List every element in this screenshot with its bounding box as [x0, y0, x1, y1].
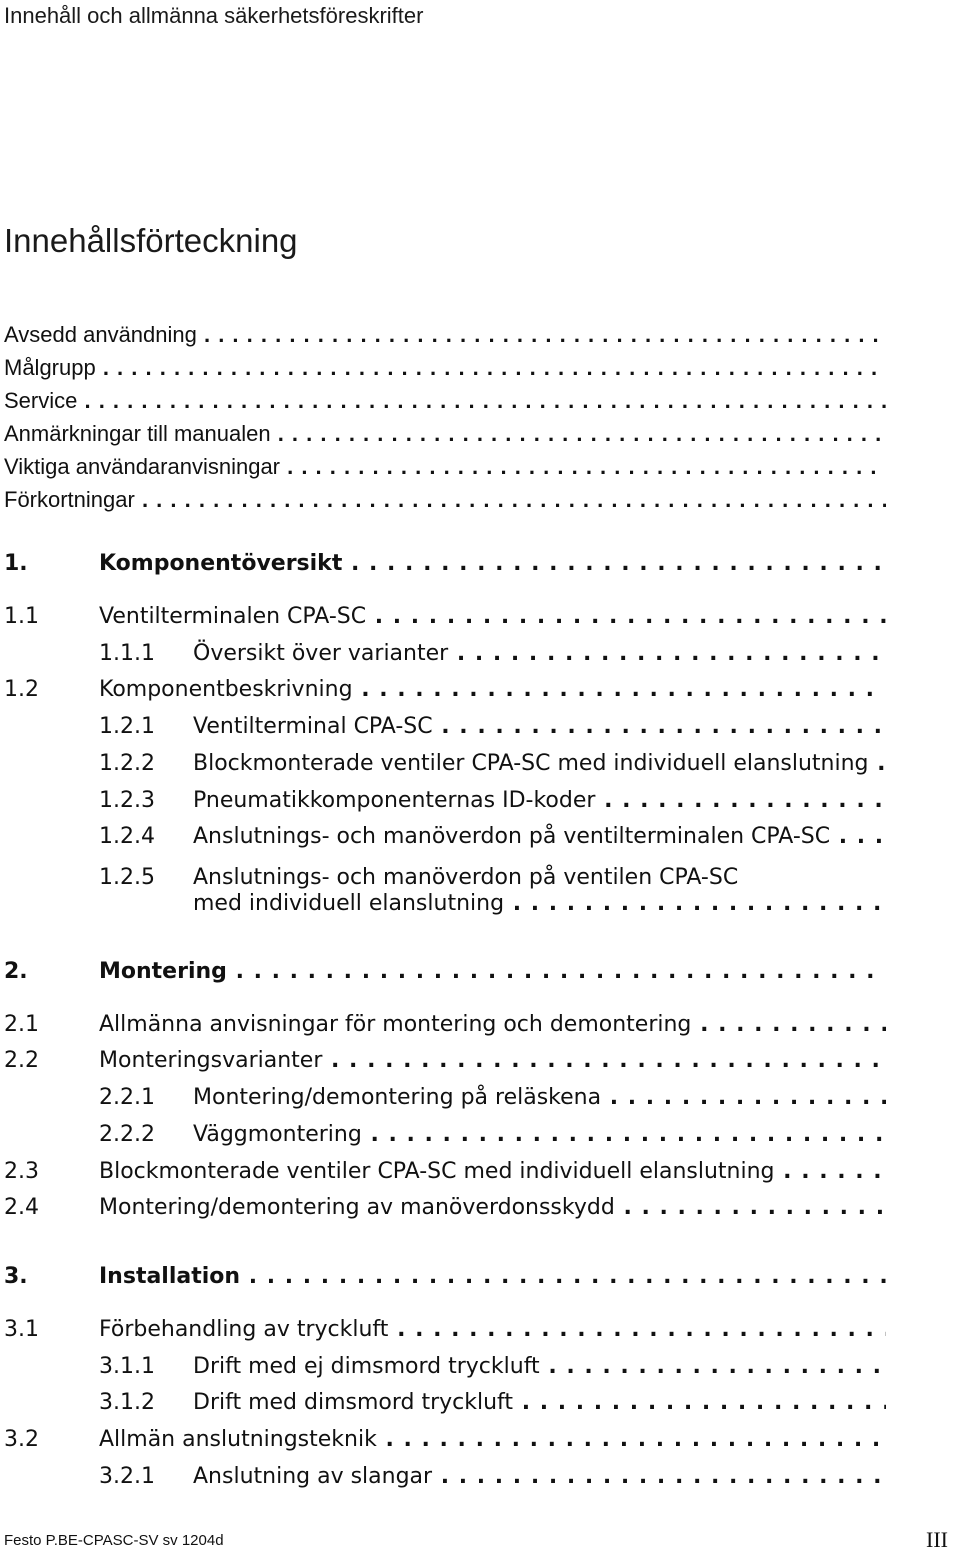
toc-entry-label: Drift med dimsmord tryckluft . . .: [193, 1388, 886, 1418]
toc-entry-label: Anmärkningar till manualen . . .: [4, 419, 886, 449]
page-title: Innehållsförteckning: [4, 222, 298, 259]
toc-number: 1.2.1: [99, 714, 155, 739]
toc-entry-label: Montering/demontering på reläskena . . .: [193, 1083, 886, 1113]
toc-number: 1.1.1: [99, 641, 155, 666]
toc-number: 3.2: [4, 1427, 39, 1452]
toc-entry-label: Anslutning av slangar . . .: [193, 1462, 886, 1492]
toc-entry-label: Målgrupp . . .: [4, 353, 886, 383]
toc-entry-label: Pneumatikkomponenternas ID-koder . . .: [193, 786, 886, 816]
toc-number: 1.2.2: [99, 751, 155, 776]
toc-entry-label: Viktiga användaranvisningar . . .: [4, 452, 886, 482]
toc-entry-label: Allmänna anvisningar för montering och demontering . . .: [99, 1010, 886, 1040]
toc-entry-label: Installation . . .: [99, 1262, 886, 1292]
toc-number: 3.1: [4, 1317, 39, 1342]
toc-number: 3.: [4, 1264, 28, 1289]
toc-entry-label: Montering . . .: [99, 957, 886, 987]
toc-entry-label: Blockmonterade ventiler CPA-SC med individuell elanslutning . . .: [193, 749, 886, 779]
toc-entry-label: Ventilterminalen CPA-SC . . .: [99, 602, 886, 632]
toc-number: 3.2.1: [99, 1464, 155, 1489]
toc-number: 2.3: [4, 1159, 39, 1184]
toc-number: 1.: [4, 551, 28, 576]
toc-entry-label: Avsedd användning . . .: [4, 320, 886, 350]
toc-number: 1.2.5: [99, 865, 155, 890]
toc-entry-label: Översikt över varianter . . .: [193, 639, 886, 669]
toc-entry-label: Förbehandling av tryckluft . . .: [99, 1315, 886, 1345]
toc-number: 2.: [4, 959, 28, 984]
toc-entry-label: Service . . .: [4, 386, 886, 416]
toc-number: 1.1: [4, 604, 39, 629]
toc-entry-label: Förkortningar . . .: [4, 485, 886, 515]
toc-entry-label: Komponentöversikt . . .: [99, 549, 886, 579]
toc-entry-label: Blockmonterade ventiler CPA-SC med individuell elanslutning . . .: [99, 1157, 886, 1187]
footer-page-number: III: [926, 1527, 948, 1552]
toc-number: 3.1.1: [99, 1354, 155, 1379]
toc-entry-label: Drift med ej dimsmord tryckluft . . .: [193, 1352, 886, 1382]
toc-entry-label: Montering/demontering av manöverdonsskydd . . .: [99, 1193, 886, 1223]
toc-entry-label: Allmän anslutningsteknik . . .: [99, 1425, 886, 1455]
toc-entry-label-line1: Anslutnings- och manöverdon på ventilen CPA-SC: [193, 865, 739, 890]
footer-document-id: Festo P.BE-CPASC-SV sv 1204d: [4, 1532, 224, 1549]
toc-number: 1.2: [4, 677, 39, 702]
toc-entry-label: Monteringsvarianter . . .: [99, 1046, 886, 1076]
toc-entry-label: Väggmontering . . .: [193, 1120, 886, 1150]
toc-number: 1.2.3: [99, 788, 155, 813]
toc-number: 2.2: [4, 1048, 39, 1073]
toc-entry-label: Anslutnings- och manöverdon på ventilterminalen CPA-SC . . .: [193, 822, 886, 852]
running-header: Innehåll och allmänna säkerhetsföreskrifter: [4, 3, 424, 28]
toc-number: 2.2.2: [99, 1122, 155, 1147]
toc-entry-label: Komponentbeskrivning . . .: [99, 675, 886, 705]
toc-entry-label: Ventilterminal CPA-SC . . .: [193, 712, 886, 742]
toc-entry-label-line2: med individuell elanslutning . . .: [193, 889, 886, 919]
toc-number: 3.1.2: [99, 1390, 155, 1415]
toc-number: 2.4: [4, 1195, 39, 1220]
toc-number: 2.1: [4, 1012, 39, 1037]
toc-number: 1.2.4: [99, 824, 155, 849]
toc-number: 2.2.1: [99, 1085, 155, 1110]
